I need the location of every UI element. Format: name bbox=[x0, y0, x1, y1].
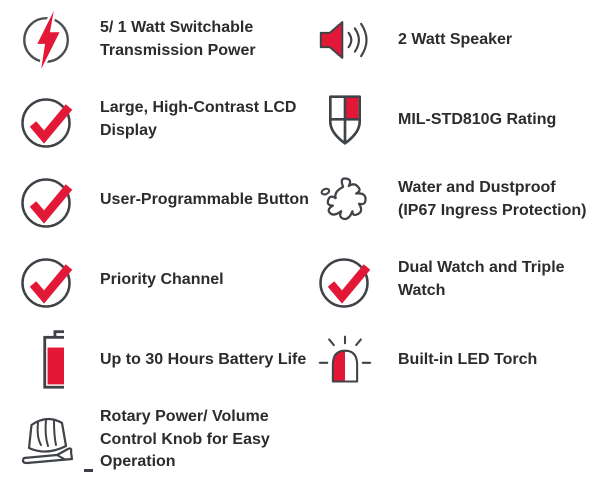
led-beacon-icon bbox=[312, 332, 378, 388]
rotary-knob-hand-icon bbox=[14, 410, 80, 470]
feature-label: Large, High-Contrast LCD Display bbox=[100, 99, 297, 139]
cutoff-next-section-fragment bbox=[84, 469, 93, 472]
feature-label: Water and Dustproof (IP67 Ingress Protection) bbox=[398, 179, 587, 219]
check-circle-icon bbox=[14, 93, 80, 148]
lightning-circle-icon bbox=[14, 10, 80, 70]
shield-quartered-icon bbox=[312, 94, 378, 146]
feature-column-right bbox=[312, 0, 596, 478]
feature-label: Dual Watch and Triple Watch bbox=[398, 259, 565, 299]
feature-row bbox=[14, 160, 312, 240]
feature-label: Built-in LED Torch bbox=[398, 350, 538, 368]
feature-label: Priority Channel bbox=[100, 270, 224, 288]
feature-row bbox=[312, 0, 596, 80]
feature-label: MIL-STD810G Rating bbox=[398, 110, 557, 128]
feature-row bbox=[14, 80, 312, 160]
feature-row bbox=[312, 240, 596, 320]
feature-label: 2 Watt Speaker bbox=[398, 30, 513, 48]
feature-label: 5/ 1 Watt Switchable Transmission Power bbox=[100, 19, 256, 59]
feature-column-left bbox=[14, 0, 312, 478]
water-splash-icon bbox=[312, 172, 378, 228]
check-circle-icon bbox=[14, 253, 80, 308]
feature-row bbox=[14, 240, 312, 320]
feature-label: User-Programmable Button bbox=[100, 190, 309, 208]
speaker-icon bbox=[312, 14, 378, 66]
feature-row bbox=[14, 0, 312, 80]
battery-icon bbox=[14, 328, 80, 392]
feature-row bbox=[312, 160, 596, 240]
feature-row bbox=[14, 320, 312, 400]
feature-label: Rotary Power/ Volume Control Knob for Easy Operation bbox=[100, 407, 270, 471]
feature-row bbox=[14, 400, 312, 478]
feature-label: Up to 30 Hours Battery Life bbox=[100, 350, 307, 368]
check-circle-icon bbox=[14, 173, 80, 228]
check-circle-icon bbox=[312, 253, 378, 308]
feature-row bbox=[312, 320, 596, 400]
feature-row bbox=[312, 80, 596, 160]
